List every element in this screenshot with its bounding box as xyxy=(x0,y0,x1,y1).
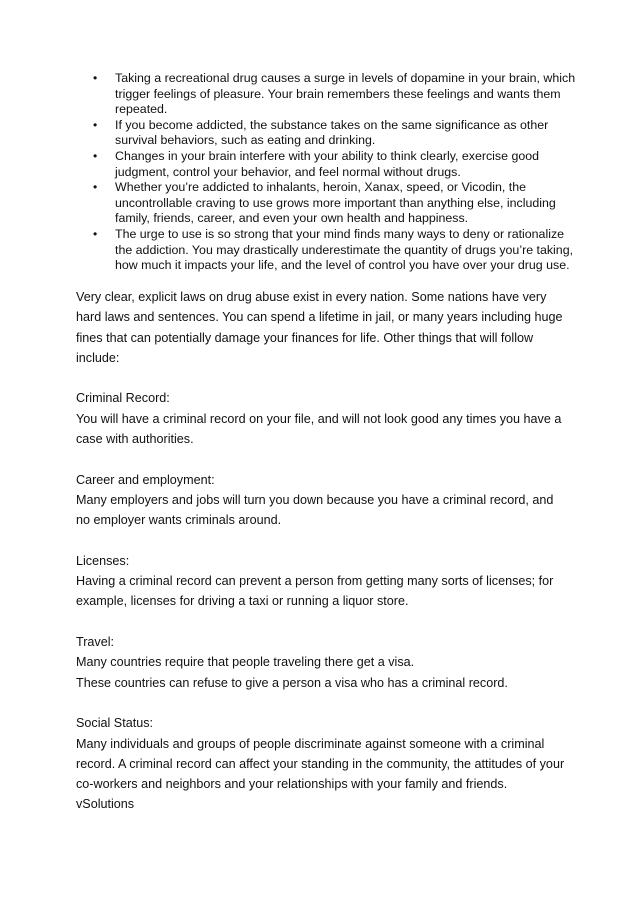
bullet-item xyxy=(80,71,580,118)
body-text xyxy=(76,287,566,815)
section-heading: Social Status: xyxy=(76,716,154,731)
section-text: Having a criminal record can prevent a person from getting many sorts of licenses; for example, licenses for driving a taxi or running a liquor store. xyxy=(76,574,554,609)
bullet-item xyxy=(80,180,580,227)
bullet-text: Changes in your brain interfere with your ability to think clearly, exercise good judgment, control your behavior, and feel normal without drugs. xyxy=(115,148,540,179)
bullet-item xyxy=(80,227,580,274)
bullet-dot-icon: • xyxy=(93,71,98,85)
bullet-list xyxy=(80,71,580,274)
section-text: You will have a criminal record on your file, and will not look good any times you have a case with authorities. xyxy=(76,411,562,447)
section-text: These countries can refuse to give a person a visa who has a criminal record. xyxy=(76,675,508,690)
bullet-text: The urge to use is so strong that your mind finds many ways to deny or rationalize the addiction. You may drastically underestimate the quantity of drugs you’re taking, how much it impacts your life, and the level of control you have over your drug use. xyxy=(115,226,574,273)
section-text: Many individuals and groups of people discriminate against someone with a criminal record. A criminal record can affect your standing in the community, the attitudes of your co-workers and neighbors and your relationships with your family and friends. xyxy=(76,736,565,792)
bullet-text: Whether you’re addicted to inhalants, heroin, Xanax, speed, or Vicodin, the uncontrollable craving to use grows more important than anything else, including family, friends, career, and even your own health and happiness. xyxy=(115,180,556,226)
section-heading: Licenses: xyxy=(76,553,130,568)
section-heading: Criminal Record: xyxy=(76,391,170,406)
bullet-dot-icon: • xyxy=(93,226,98,241)
section-licenses xyxy=(76,551,566,612)
section-criminal-record xyxy=(76,388,566,449)
section-text: Many employers and jobs will turn you down because you have a criminal record, and no employer wants criminals around. xyxy=(76,492,554,528)
section-travel xyxy=(76,632,566,693)
bullet-item xyxy=(80,118,580,149)
bullet-text: Taking a recreational drug causes a surge in levels of dopamine in your brain, which trigger feelings of pleasure. Your brain remembers these feelings and wants them repeated. xyxy=(115,71,576,117)
section-heading: Travel: xyxy=(76,635,115,650)
intro-paragraph: Very clear, explicit laws on drug abuse exist in every nation. Some nations have very hard laws and sentences. You can spend a lifetime in jail, or many years including huge fines that can potentially damage your finances for life. Other things that will follow include: xyxy=(76,290,563,365)
section-social-status xyxy=(76,713,566,794)
bullet-dot-icon: • xyxy=(93,180,98,195)
bullet-dot-icon: • xyxy=(93,117,98,132)
bullet-text: If you become addicted, the substance takes on the same significance as other survival behaviors, such as eating and drinking. xyxy=(115,117,549,148)
footer-word: vSolutions xyxy=(76,797,135,812)
section-career-employment xyxy=(76,470,566,531)
bullet-dot-icon: • xyxy=(93,148,98,163)
section-text: Many countries require that people traveling there get a visa. xyxy=(76,655,415,670)
bullet-item xyxy=(80,149,580,180)
section-heading: Career and employment: xyxy=(76,472,215,487)
